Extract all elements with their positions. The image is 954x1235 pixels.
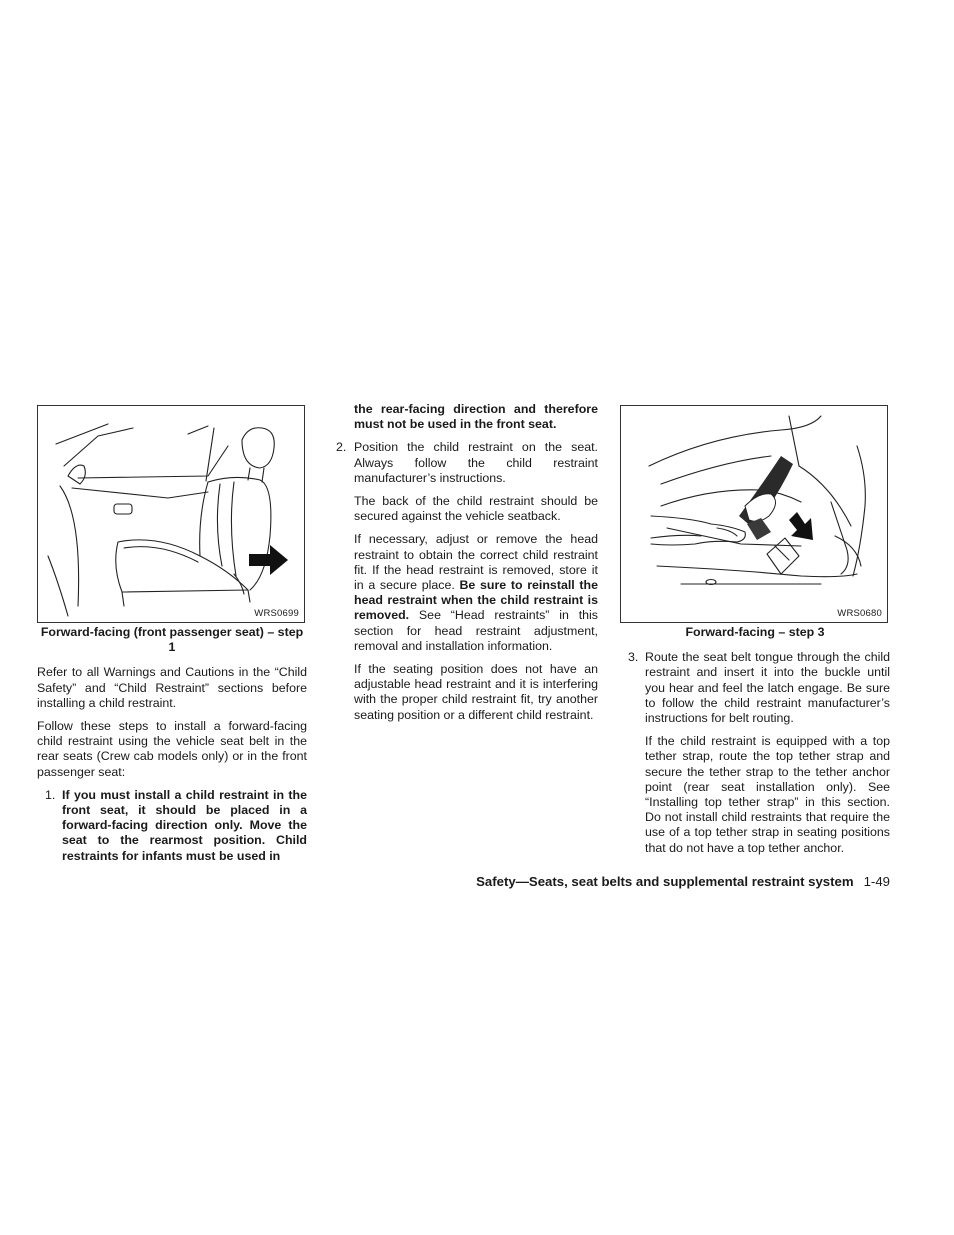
paragraph: If the child restraint is equipped with a top tether strap, route the top tether strap and secure the tether strap to the tether anchor point (rear seat installation only). See “Installing top tether strap” in this section. Do not install child restraints that require the use of a top tether strap in seating positions that do not have a top tether anchor. [645, 734, 890, 855]
paragraph: The back of the child restraint should be secured against the vehicle seatback. [354, 494, 598, 524]
column-left [37, 405, 307, 872]
figure-caption: Forward-facing – step 3 [685, 625, 825, 639]
step-2 [336, 440, 598, 486]
step-text: If you must install a child restraint in the front seat, it should be placed in a forward-facing direction only. Move the seat to the rearmost position. Child restraints for infants must be used in [62, 787, 307, 863]
paragraph-head-restraint [354, 532, 598, 654]
text-run: If necessary, adjust or remove the head restraint to obtain the correct child restraint fit. If the head restraint is removed, store it in a secure place. [354, 532, 598, 593]
column-right [620, 405, 890, 864]
figure-caption: Forward-facing (front passenger seat) – step 1 [40, 625, 304, 655]
belt-illustration [621, 406, 889, 624]
step-number: 3. [628, 650, 639, 665]
figure-seat-step1 [37, 405, 305, 623]
figure-belt-step3 [620, 405, 888, 623]
paragraph: Refer to all Warnings and Cautions in the “Child Safety” and “Child Restraint” sections before installing a child restraint. [37, 665, 307, 710]
paragraph: If the seating position does not have an adjustable head restraint and it is interfering with the proper child restraint fit, try another seating position or a different child restraint. [354, 662, 598, 722]
figure-code: WRS0680 [837, 608, 882, 619]
page-footer [380, 874, 890, 890]
step-3 [620, 650, 890, 726]
seat-illustration [38, 406, 306, 624]
column-middle [336, 402, 598, 731]
arrow-down-right-icon [789, 512, 813, 540]
section-title: Safety—Seats, seat belts and supplemental restraint system [476, 874, 854, 889]
step-number: 1. [45, 787, 56, 802]
text-run: See “Head restraints” in this section for head restraint adjustment, removal and installation information. [354, 608, 598, 653]
paragraph: Follow these steps to install a forward-facing child restraint using the vehicle seat belt in the rear seats (Crew cab models only) or in the front passenger seat: [37, 719, 307, 779]
step-text: Route the seat belt tongue through the child restraint and insert it into the buckle until you hear and feel the latch engage. Be sure to follow the child restraint manufacturer’s instructions for belt routing. [645, 650, 890, 726]
step-1-continued: the rear-facing direction and therefore must not be used in the front seat. [354, 402, 598, 432]
page-number: 1-49 [863, 874, 890, 889]
step-number: 2. [336, 440, 347, 455]
step-text: Position the child restraint on the seat. Always follow the child restraint manufacturer’s instructions. [354, 440, 598, 485]
figure-code: WRS0699 [254, 608, 299, 619]
step-1 [37, 788, 307, 864]
bold-text-run: Be sure to reinstall the head restraint when the child restraint is removed. [354, 578, 598, 623]
